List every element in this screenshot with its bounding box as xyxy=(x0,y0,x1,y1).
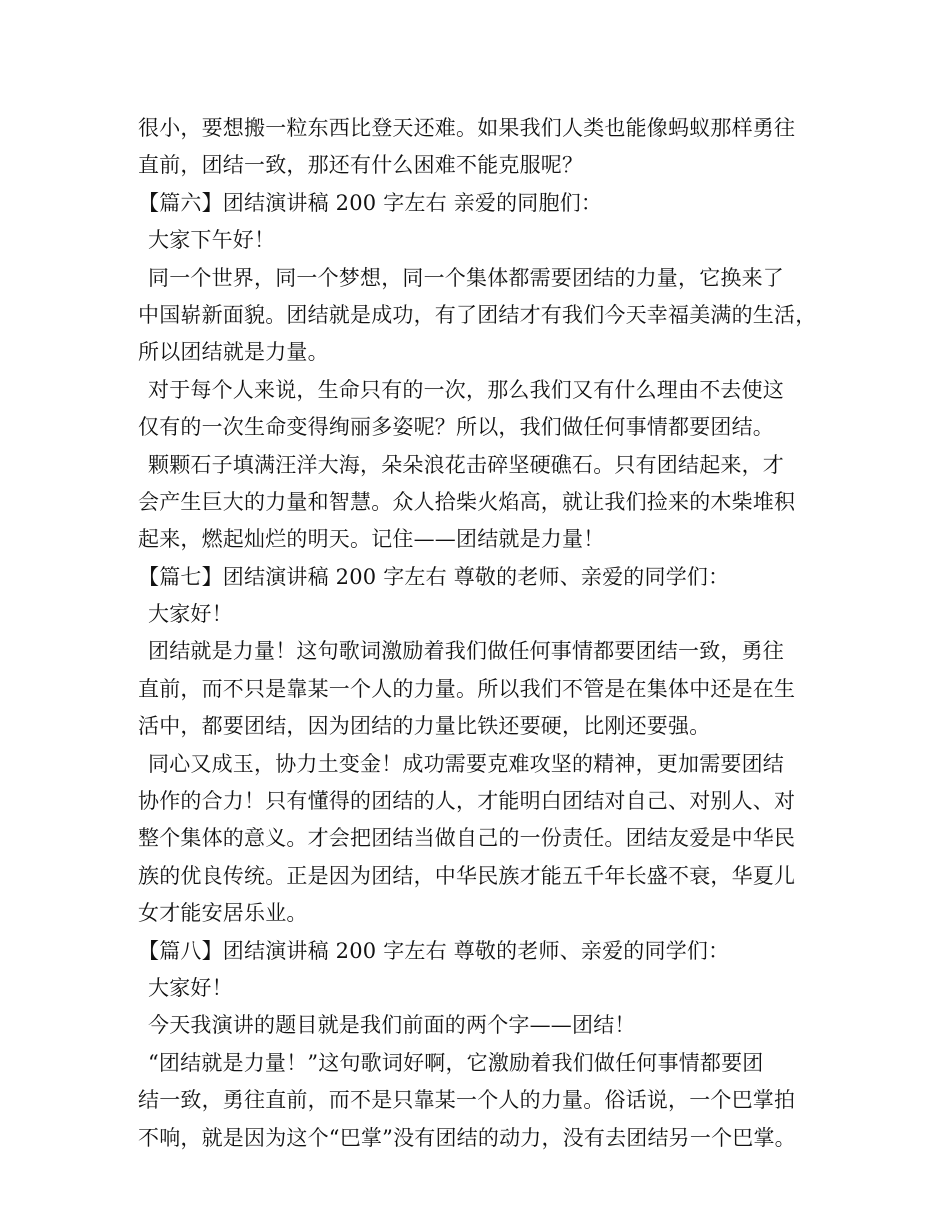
text-line: 会产生巨大的力量和智慧。众人拾柴火焰高，就让我们捡来的木柴堆积 xyxy=(138,489,796,514)
text-line: 直前，团结一致，那还有什么困难不能克服呢？ xyxy=(138,153,584,178)
text-line: 起来，燃起灿烂的明天。记住——团结就是力量！ xyxy=(138,527,605,552)
text-line: 同一个世界，同一个梦想，同一个集体都需要团结的力量，它换来了 xyxy=(148,265,784,290)
text-line: 不响，就是因为这个“巴掌”没有团结的动力，没有去团结另一个巴掌。 xyxy=(138,1125,796,1150)
greeting-line: 大家下午好！ xyxy=(148,228,276,253)
text-line: 对于每个人来说，生命只有的一次，那么我们又有什么理由不去使这 xyxy=(148,377,784,402)
greeting-line: 大家好！ xyxy=(148,602,233,627)
text-line: 团结就是力量！这句歌词激励着我们做任何事情都要团结一致，勇往 xyxy=(148,639,784,664)
text-line: 整个集体的意义。才会把团结当做自己的一份责任。团结友爱是中华民 xyxy=(138,826,796,851)
text-line: 直前，而不只是靠某一个人的力量。所以我们不管是在集体中还是在生 xyxy=(138,676,796,701)
section-heading: 【篇六】团结演讲稿 200 字左右 亲爱的同胞们： xyxy=(138,190,603,215)
text-line: 中国崭新面貌。团结就是成功，有了团结才有我们今天幸福美满的生活， xyxy=(138,302,817,327)
text-line: 族的优良传统。正是因为团结，中华民族才能五千年长盛不衰，华夏儿 xyxy=(138,863,796,888)
text-line: “团结就是力量！”这句歌词好啊，它激励着我们做任何事情都要团 xyxy=(148,1050,764,1075)
text-line: 所以团结就是力量。 xyxy=(138,340,329,365)
section-heading: 【篇七】团结演讲稿 200 字左右 尊敬的老师、亲爱的同学们： xyxy=(138,564,730,589)
text-line: 结一致，勇往直前，而不是只靠某一个人的力量。俗话说，一个巴掌拍 xyxy=(138,1088,796,1113)
text-line: 仅有的一次生命变得绚丽多姿呢？所以，我们做任何事情都要团结。 xyxy=(138,415,774,440)
text-line: 协作的合力！只有懂得的团结的人，才能明白团结对自己、对别人、对 xyxy=(138,789,796,814)
document-body xyxy=(138,110,828,1157)
text-line: 今天我演讲的题目就是我们前面的两个字——团结！ xyxy=(148,1013,636,1038)
text-line: 同心又成玉，协力土变金！成功需要克难攻坚的精神，更加需要团结 xyxy=(148,751,784,776)
text-line: 颗颗石子填满汪洋大海，朵朵浪花击碎坚硬礁石。只有团结起来，才 xyxy=(148,452,784,477)
section-heading: 【篇八】团结演讲稿 200 字左右 尊敬的老师、亲爱的同学们： xyxy=(138,938,730,963)
greeting-line: 大家好！ xyxy=(148,975,233,1000)
text-line: 很小，要想搬一粒东西比登天还难。如果我们人类也能像蚂蚁那样勇往 xyxy=(138,116,796,140)
text-line: 活中，都要团结，因为团结的力量比铁还要硬，比刚还要强。 xyxy=(138,714,711,739)
text-line: 女才能安居乐业。 xyxy=(138,901,308,926)
